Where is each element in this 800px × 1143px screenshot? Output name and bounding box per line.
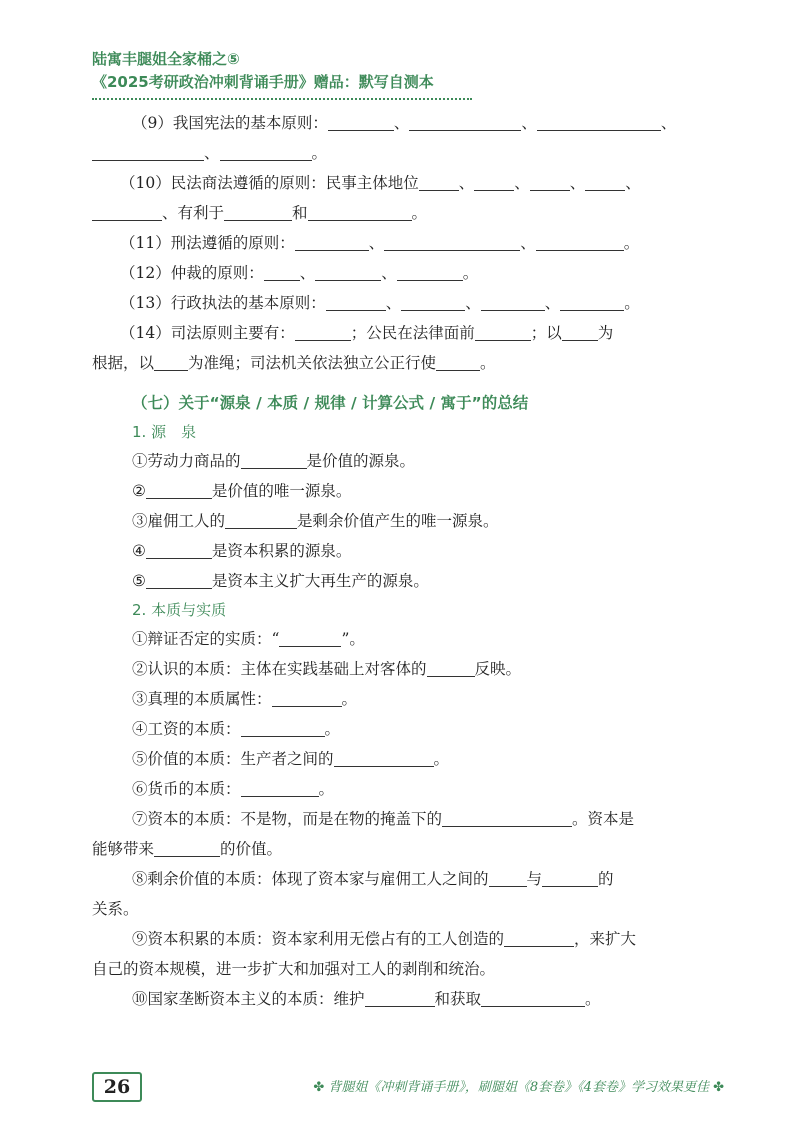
blank[interactable]	[504, 928, 574, 947]
blank[interactable]	[542, 868, 598, 887]
blank[interactable]	[146, 480, 212, 499]
blank[interactable]	[225, 510, 297, 529]
source-item-4: ④ 是资本积累的源泉。	[132, 542, 352, 560]
blank[interactable]	[585, 172, 625, 191]
blank[interactable]	[562, 322, 598, 341]
header-divider	[92, 98, 472, 100]
blank[interactable]	[481, 292, 545, 311]
clover-icon: ✤	[313, 1080, 325, 1095]
header-book-title: 《2025考研政治冲刺背诵手册》赠品：默写自测本	[92, 73, 434, 91]
blank[interactable]	[308, 202, 412, 221]
source-item-5: ⑤ 是资本主义扩大再生产的源泉。	[132, 572, 429, 590]
item-9-cont: 、 。	[92, 138, 724, 168]
blank[interactable]	[146, 570, 212, 589]
blank[interactable]	[489, 868, 527, 887]
blank[interactable]	[315, 262, 381, 281]
essence-item-4: ④工资的本质： 。	[132, 720, 341, 738]
blank[interactable]	[334, 748, 434, 767]
blank[interactable]	[328, 112, 394, 131]
page-number: 26	[92, 1072, 142, 1102]
blank[interactable]	[560, 292, 624, 311]
page-header	[92, 48, 472, 100]
section-7-title: （七）关于“源泉 / 本质 / 规律 / 计算公式 / 寓于”的总结	[132, 394, 529, 412]
blank[interactable]	[92, 202, 162, 221]
blank[interactable]	[272, 688, 342, 707]
essence-item-3: ③真理的本质属性： 。	[132, 690, 358, 708]
blank[interactable]	[475, 322, 531, 341]
blank[interactable]	[365, 988, 435, 1007]
page-footer	[92, 1066, 724, 1106]
blank[interactable]	[264, 262, 300, 281]
item-14: （14）司法原则主要有： ；公民在法律面前 ；以 为	[120, 324, 614, 342]
blank[interactable]	[279, 628, 341, 647]
footer-note	[313, 1076, 724, 1095]
blank[interactable]	[536, 232, 624, 251]
blank[interactable]	[481, 988, 585, 1007]
blank[interactable]	[154, 838, 220, 857]
blank[interactable]	[241, 778, 319, 797]
blank[interactable]	[419, 172, 459, 191]
essence-item-5: ⑤价值的本质：生产者之间的 。	[132, 750, 450, 768]
essence-item-2: ②认识的本质：主体在实践基础上对客体的 反映。	[132, 660, 522, 678]
blank[interactable]	[224, 202, 292, 221]
essence-item-8-cont: 关系。	[92, 900, 139, 918]
item-10-cont: 、有利于 和 。	[92, 198, 724, 228]
essence-item-8: ⑧剩余价值的本质：体现了资本家与雇佣工人之间的 与 的	[132, 870, 614, 888]
essence-item-6: ⑥货币的本质： 。	[132, 780, 335, 798]
blank[interactable]	[295, 322, 351, 341]
essence-item-9: ⑨资本积累的本质：资本家利用无偿占有的工人创造的 ，来扩大	[132, 930, 637, 948]
header-series-title: 陆寓丰腿姐全家桶之⑤	[92, 50, 240, 68]
item-12: （12）仲裁的原则： 、 、 。	[120, 264, 479, 282]
blank[interactable]	[241, 718, 325, 737]
blank[interactable]	[295, 232, 369, 251]
item-11: （11）刑法遵循的原则： 、 、 。	[120, 234, 640, 252]
subsection-2-title: 2. 本质与实质	[132, 601, 227, 619]
essence-item-7-cont: 能够带来 的价值。	[92, 840, 283, 858]
essence-item-7: ⑦资本的本质：不是物，而是在物的掩盖下的 。资本是	[132, 810, 635, 828]
item-10: （10）民法商法遵循的原则：民事主体地位 、 、 、 、	[120, 174, 641, 192]
page-content	[92, 108, 724, 1014]
blank[interactable]	[241, 450, 307, 469]
blank[interactable]	[409, 112, 521, 131]
blank[interactable]	[326, 292, 386, 311]
blank[interactable]	[436, 352, 480, 371]
blank[interactable]	[154, 352, 188, 371]
blank[interactable]	[146, 540, 212, 559]
item-14-cont: 根据，以 为准绳；司法机关依法独立公正行使 。	[92, 354, 496, 372]
blank[interactable]	[530, 172, 570, 191]
essence-item-1: ①辩证否定的实质：“ ”。	[132, 630, 365, 648]
blank[interactable]	[442, 808, 572, 827]
blank[interactable]	[474, 172, 514, 191]
footer-note-text: 背腿姐《冲刺背诵手册》，刷腿姐《8套卷》《4套卷》学习效果更佳	[328, 1080, 709, 1095]
source-item-3: ③雇佣工人的 是剩余价值产生的唯一源泉。	[132, 512, 499, 530]
source-item-1: ①劳动力商品的 是价值的源泉。	[132, 452, 416, 470]
clover-icon: ✤	[713, 1080, 724, 1095]
blank[interactable]	[384, 232, 520, 251]
blank[interactable]	[220, 142, 312, 161]
blank[interactable]	[427, 658, 475, 677]
essence-item-10: ⑩国家垄断资本主义的本质：维护 和获取 。	[132, 990, 601, 1008]
item-13: （13）行政执法的基本原则： 、 、 、 。	[120, 294, 640, 312]
essence-item-9-cont: 自己的资本规模，进一步扩大和加强对工人的剥削和统治。	[92, 960, 496, 978]
blank[interactable]	[537, 112, 661, 131]
blank[interactable]	[397, 262, 463, 281]
item-9: （9）我国宪法的基本原则： 、 、 、	[132, 114, 677, 132]
subsection-1-title: 1. 源 泉	[132, 423, 197, 441]
blank[interactable]	[92, 142, 204, 161]
blank[interactable]	[401, 292, 465, 311]
source-item-2: ② 是价值的唯一源泉。	[132, 482, 352, 500]
